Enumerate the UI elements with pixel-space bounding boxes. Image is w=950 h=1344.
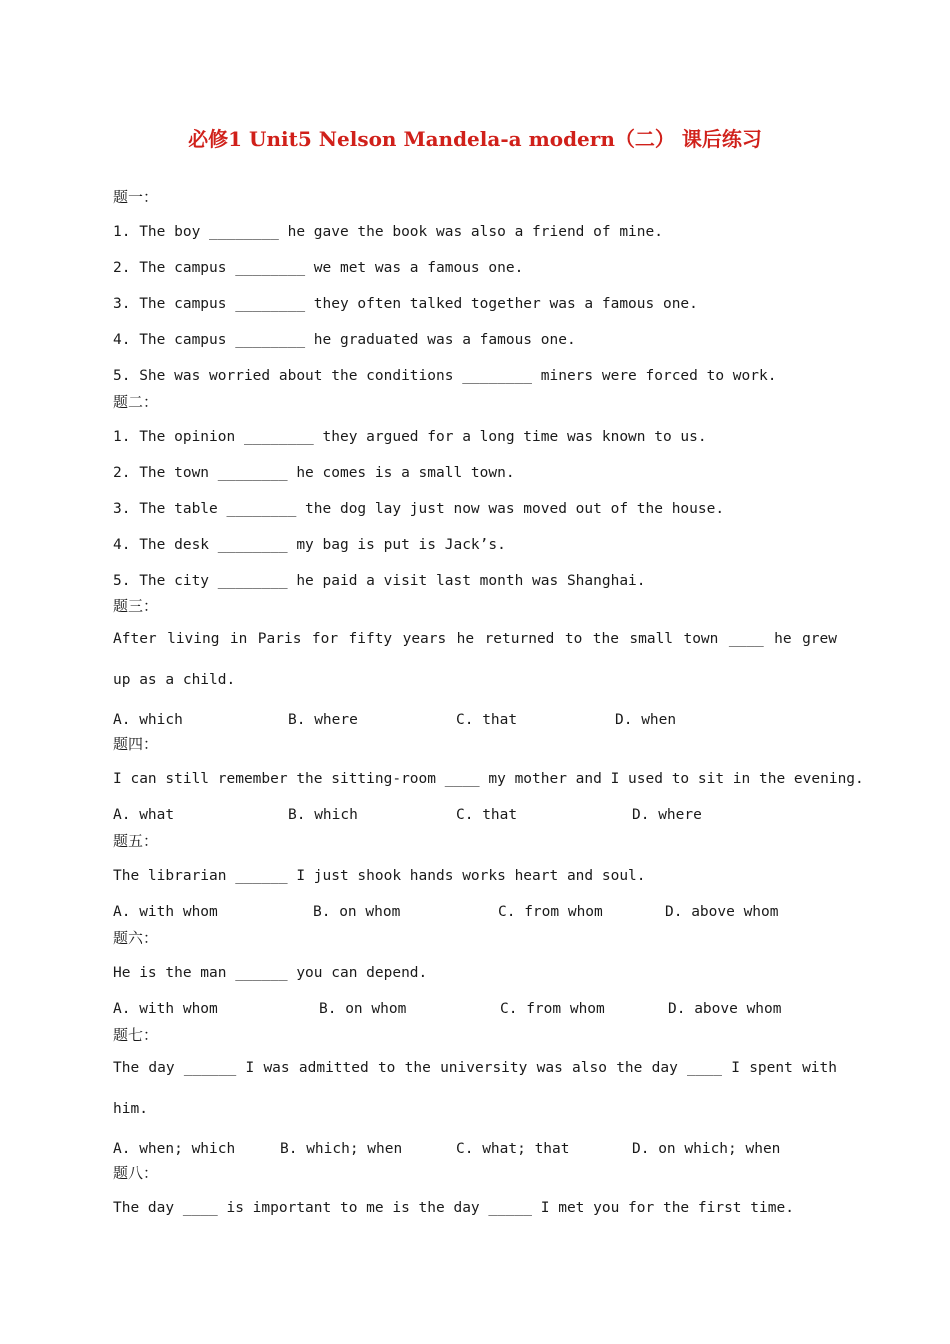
section-2: [113, 393, 837, 590]
section-3: [113, 597, 837, 729]
section-heading: 题四：: [113, 735, 159, 753]
option-b: B. where: [288, 712, 358, 728]
section-heading: 题一：: [113, 188, 159, 206]
section-heading: 题二：: [113, 393, 159, 411]
question-item: 4. The campus ________ he graduated was a famous one.: [113, 332, 576, 348]
section-5: [113, 832, 837, 921]
option-c: C. what; that: [456, 1141, 570, 1157]
option-c: C. from whom: [498, 904, 603, 920]
option-c: C. from whom: [500, 1001, 605, 1017]
question-item: 5. The city ________ he paid a visit last month was Shanghai.: [113, 573, 646, 589]
question-item: 3. The campus ________ they often talked together was a famous one.: [113, 296, 698, 312]
question-text: I can still remember the sitting-room ____ my mother and I used to sit in the evening.: [113, 771, 864, 787]
options-row: [113, 903, 837, 921]
option-c: C. that: [456, 807, 518, 823]
section-heading: 题五：: [113, 832, 159, 850]
question-text: The librarian ______ I just shook hands works heart and soul.: [113, 868, 646, 884]
option-b: B. which; when: [280, 1141, 403, 1157]
option-b: B. on whom: [313, 904, 401, 920]
question-text: The day ____ is important to me is the day _____ I met you for the first time.: [113, 1200, 794, 1216]
question-item: 5. She was worried about the conditions ________ miners were forced to work.: [113, 368, 777, 384]
option-d: D. when: [615, 712, 677, 728]
option-d: D. where: [632, 807, 702, 823]
option-a: A. when; which: [113, 1141, 236, 1157]
option-a: A. with whom: [113, 904, 218, 920]
option-d: D. above whom: [668, 1001, 782, 1017]
section-6: [113, 929, 837, 1018]
question-item: 2. The campus ________ we met was a famous one.: [113, 260, 524, 276]
question-item: 1. The opinion ________ they argued for a long time was known to us.: [113, 429, 707, 445]
question-text: After living in Paris for fifty years he returned to the small town ____ he grew up as a child.: [113, 631, 837, 688]
section-heading: 题三：: [113, 597, 159, 615]
option-a: A. with whom: [113, 1001, 218, 1017]
question-text: The day ______ I was admitted to the university was also the day ____ I spent with him.: [113, 1060, 837, 1117]
option-b: B. which: [288, 807, 358, 823]
option-a: A. which: [113, 712, 183, 728]
question-item: 3. The table ________ the dog lay just now was moved out of the house.: [113, 501, 725, 517]
question-item: 2. The town ________ he comes is a small town.: [113, 465, 515, 481]
options-row: [113, 1140, 837, 1158]
question-item: 4. The desk ________ my bag is put is Jack’s.: [113, 537, 506, 553]
page-title: 必修1 Unit5 Nelson Mandela-a modern（二） 课后练习: [188, 127, 762, 151]
option-c: C. that: [456, 712, 518, 728]
section-1: [113, 188, 837, 385]
section-heading: 题八：: [113, 1164, 159, 1182]
options-row: [113, 1000, 837, 1018]
section-7: [113, 1026, 837, 1158]
question-text: He is the man ______ you can depend.: [113, 965, 428, 981]
section-heading: 题七：: [113, 1026, 159, 1044]
section-heading: 题六：: [113, 929, 159, 947]
section-8: [113, 1164, 837, 1217]
option-d: D. on which; when: [632, 1141, 781, 1157]
option-d: D. above whom: [665, 904, 779, 920]
section-4: [113, 735, 864, 824]
option-b: B. on whom: [319, 1001, 407, 1017]
question-item: 1. The boy ________ he gave the book was also a friend of mine.: [113, 224, 663, 240]
option-a: A. what: [113, 807, 175, 823]
options-row: [113, 806, 837, 824]
options-row: [113, 711, 837, 729]
